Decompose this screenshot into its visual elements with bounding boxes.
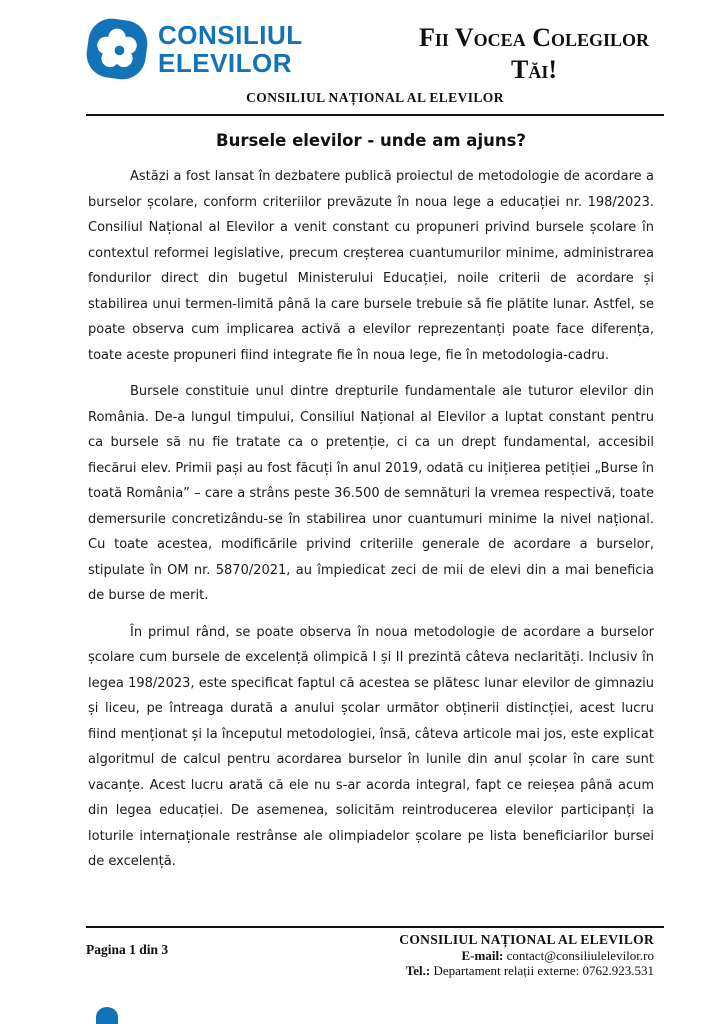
header-top-row: [86, 18, 664, 86]
flower-logo-icon: [86, 18, 148, 80]
paragraph-3: În primul rând, se poate observa în noua metodologie de acordare a burselor școlare cum bursele de excelență olimpică I și II prezintă câteva neclarități. Inclusiv în legea 198/2023, este specificat faptul că acestea se plătesc lunar elevilor de gimnaziu și liceu, pe întreaga durată a anului școlar următor obținerii distincției, acest lucru fiind menționat și la începutul metodologiei, însă, câteva articole mai jos, este explicat algoritmul de calcul pentru acordarea burselor în lunile din anul școlar în care sunt vacanțe. Acest lucru arată că ele nu s-ar acorda integral, fapt ce reieșea până acum din legea educației. De asemenea, solicităm reintroducerea elevilor participanți la loturile internaționale restrânse ale olimpiadelor școlare pe lista beneficiarilor bursei de excelență.: [88, 624, 654, 869]
org-name-header: CONSILIUL NAȚIONAL AL ELEVILOR: [246, 90, 504, 105]
org-name-footer: CONSILIUL NAȚIONAL AL ELEVILOR: [399, 932, 654, 947]
email-label: E-mail:: [461, 947, 504, 963]
page-header: [86, 18, 664, 116]
logo-wordmark: [158, 21, 303, 77]
paragraph-1: Astăzi a fost lansat în dezbatere publică proiectul de metodologie de acordare a burselor școlare, conform criteriilor prevăzute în noua lege a educației nr. 198/2023. Consiliul Național al Elevilor a venit constant cu propuneri privind bursele școlare în contextul reformei legislative, precum creșterea cuantumurilor minime, administrarea fondurilor direct din bugetul Ministerului Educației, noile criterii de acordare și stabilirea unui termen-limită până la care bursele trebuie să fie plătite lunar. Astfel, se poate observa cum implicarea activă a elevilor reprezentanți poate face diferența, toate aceste propuneri fiind integrate fie în noua lege, fie în metodologia-cadru.: [88, 169, 654, 363]
consiliul-elevilor-logo: [86, 18, 303, 80]
slogan-line1: Fii Vocea Colegilor: [418, 23, 649, 52]
tel-value: Departament relații externe: 0762.923.531: [430, 963, 654, 978]
tel-label: Tel.:: [405, 963, 431, 978]
slogan: [404, 18, 664, 86]
document-title: Bursele elevilor - unde am ajuns?: [216, 131, 526, 150]
logo-wordmark-line2: ELEVILOR: [158, 48, 293, 78]
footer-email-line: [399, 948, 654, 964]
page-number: Pagina 1 din 3: [86, 942, 169, 957]
logo-wordmark-line1: CONSILIUL: [158, 20, 303, 50]
footer-contact-block: [399, 928, 664, 979]
document-body: [88, 131, 664, 875]
slogan-line2: Tăi!: [510, 55, 557, 84]
page-footer: [86, 926, 664, 979]
email-address: contact@consiliulelevilor.ro: [503, 947, 654, 963]
paragraph-2: Bursele constituie unul dintre drepturile fundamentale ale tuturor elevilor din România. De-a lungul timpului, Consiliul Național al Elevilor a luptat constant pentru ca bursele să nu fie tratate ca o pretenție, ci ca un drept fundamental, accesibil fiecărui elev. Primii pași au fost făcuți în anul 2019, odată cu inițierea petiției „Burse în toată România” – care a strâns peste 36.500 de semnături la vremea respectivă, toate demersurile concretizându-se în stabilirea unor cuantumuri minime la nivel național. Cu toate acestea, modificările privind criteriile generale de acordare a burselor, stipulate în OM nr. 5870/2021, au împiedicat zeci de mii de elevi din a mai beneficia de burse de merit.: [88, 384, 654, 603]
page-bottom-logo-fragment: [96, 1007, 118, 1024]
footer-tel-line: [399, 963, 654, 979]
